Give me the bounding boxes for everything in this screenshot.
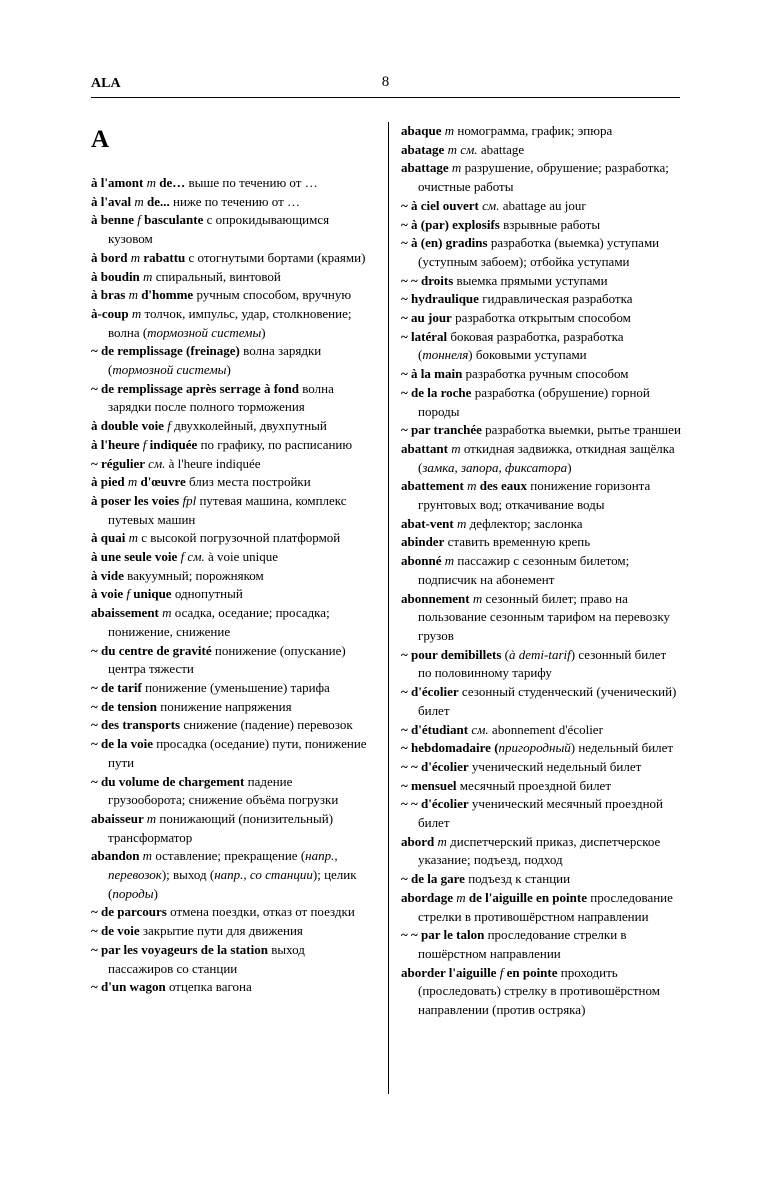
entry-translation: оставление; прекращение ( [152,848,306,864]
entry-label: см. [482,197,500,213]
dictionary-entry [401,515,681,534]
entry-translation: просадка (оседание) пути, понижение пути [108,736,367,770]
dictionary-entry [91,773,369,810]
entry-translation: путевая машина, комплекс путевых машин [108,492,347,527]
dictionary-entry [401,365,681,384]
entry-translation: проследование стрелки в пошёрстном направлении [418,927,627,961]
dictionary-entry [91,492,369,529]
dictionary-entry [401,272,681,291]
entry-headword: indiquée [146,436,198,452]
entry-headword: ~ régulier [91,455,149,471]
entry-translation: с отогнутыми бортами (краями) [185,249,366,265]
entry-translation: волна зарядки после полного торможения [108,380,334,415]
entry-translation: диспетчерский приказ, диспетчерское указание; подъезд, подход [418,833,661,868]
dictionary-entry [91,810,369,847]
entry-headword: ~ d'étudiant [401,721,472,737]
entry-translation: разработка открытым способом [451,310,631,326]
entry-label: fpl [182,492,197,508]
entry-translation: abattage [477,141,525,157]
entry-label: à demi-tarif [509,646,571,662]
entry-translation: ниже по течению от … [169,193,301,209]
entry-headword: ~ latéral [401,328,448,344]
dictionary-entry [401,964,681,1020]
entry-headword: à poser les voies [91,492,183,508]
dictionary-entry [91,716,369,735]
entry-headword: rabattu [140,249,186,265]
entry-label: напр., со станции [214,867,313,883]
entry-label: f [499,964,504,980]
running-head: ALA [91,76,121,91]
dictionary-entry [401,216,681,235]
dictionary-entry [401,590,681,646]
entry-label: m [467,478,477,494]
entry-label: m [131,305,142,321]
entry-headword: abonné [401,553,445,569]
entry-headword: ~ de tarif [91,679,142,695]
dictionary-entry [401,122,681,141]
entry-translation: ) сезонный билет по половинному тарифу [418,646,667,681]
entry-headword: ~ par tranchée [401,422,482,438]
entry-translation: с высокой погрузочной платформой [137,530,341,546]
entry-translation: с опрокидывающимся кузовом [108,212,330,247]
dictionary-entry [401,833,681,870]
entry-headword: à vide [91,567,124,583]
entry-headword: ~ par les voyageurs de la station [91,941,268,957]
dictionary-entry [401,421,681,440]
entry-label: m см. [447,141,478,157]
entry-translation: abonnement d'écolier [488,721,603,737]
entry-translation: однопутный [171,586,243,602]
dictionary-entry [91,473,369,492]
entry-translation: отмена поездки, отказ от поездки [166,904,355,920]
entry-headword: aborder l'aiguille [401,964,500,980]
entry-translation: выше по течению от … [185,175,318,190]
entry-translation: ученический месячный проездной билет [418,796,664,831]
entry-headword: ~ ~ par le talon [401,927,485,943]
entry-translation: подъезд к станции [464,871,571,887]
dictionary-entry [91,529,369,548]
entry-label: тормозной системы [112,362,227,378]
entry-headword: à bord [91,249,131,265]
entry-headword: ~ de parcours [91,904,167,920]
entry-label: f [142,436,147,452]
page-header [91,76,680,98]
dictionary-entry [91,698,369,717]
entry-translation: пассажир с сезонным билетом; подписчик на абонемент [418,553,630,587]
entry-translation: спиральный, винтовой [152,268,281,284]
entry-translation: разработка (выемка) уступами (уступным забоем); отбойка уступами [418,235,660,269]
entry-label: m [162,605,172,621]
entry-translation: понижение (уменьшение) тарифа [141,679,330,695]
entry-label: m [451,160,462,176]
entry-translation: сезонный студенческий (ученический) билет [418,684,677,718]
entry-headword: à l'amont [91,175,147,190]
entry-headword: à l'heure [91,436,143,452]
entry-translation: разрушение, обрушение; разработка; очистные работы [418,160,669,195]
dictionary-entry [401,795,681,832]
dictionary-entry [401,384,681,421]
entry-headword: abord [401,833,438,849]
entry-label: m [134,193,144,209]
dictionary-entry [91,249,369,268]
dictionary-entry [91,679,369,698]
entry-label: породы [112,885,154,901]
entry-headword: ~ de tension [91,698,157,714]
entry-label: напр., перевозок [108,848,338,883]
entry-translation: выход пассажиров со станции [108,941,305,976]
dictionary-entry [401,234,681,271]
entry-headword: ~ à (en) gradins [401,235,488,251]
entry-headword: à benne [91,212,138,228]
entry-translation: близ места постройки [185,474,311,490]
entry-label: m [456,515,467,531]
entry-headword: ~ hydraulique [401,291,479,307]
dictionary-entry [401,141,681,160]
dictionary-entry [91,642,369,679]
entry-translation: вакуумный; порожняком [123,567,264,583]
entry-label: m [128,530,138,546]
entry-headword: abatage [401,141,448,157]
entry-headword: ~ de la roche [401,384,472,400]
entry-translation: ) [567,459,572,475]
entry-headword: à voie [91,586,127,602]
dictionary-entry [401,309,681,328]
entry-headword: ~ hebdomadaire ( [401,740,499,756]
entry-headword: à bras [91,287,129,303]
entry-headword: ~ à la main [401,366,463,382]
page-number: 8 [381,74,390,90]
dictionary-entry [401,777,681,796]
entry-headword: ~ d'écolier [401,684,459,700]
entry-translation: ставить временную крепь [444,534,591,550]
entry-headword: abattement [401,478,468,494]
entry-translation: ( [501,646,510,662]
entry-headword: à une seule voie [91,549,181,565]
entry-headword: ~ de remplissage (freinage) [91,343,240,359]
entry-label: m [146,810,157,826]
dictionary-entry [91,305,369,342]
entry-headword: à pied [91,474,128,490]
entry-translation: выемка прямыми уступами [453,272,608,288]
entry-headword: à quai [91,530,129,546]
dictionary-entry [91,380,369,417]
entry-translation: гидравлическая разработка [478,291,633,307]
entry-headword: ~ de voie [91,923,140,939]
dictionary-entry [401,739,681,758]
dictionary-entry [91,735,369,772]
dictionary-entry [401,926,681,963]
entry-headword: abonnement [401,590,473,606]
entry-translation: проследование стрелки в противошёрстном направлении [418,889,673,924]
dictionary-entry [401,440,681,477]
entry-translation: à voie unique [204,549,279,565]
entry-translation: ); выход ( [161,867,215,883]
dictionary-entry [91,585,369,604]
left-column [91,174,369,997]
entry-translation: по графику, по расписанию [197,436,353,452]
entry-headword: ~ de remplissage après serrage à fond [91,380,299,396]
entry-headword: abandon [91,848,143,864]
entry-translation: откидная задвижка, откидная защёлка ( [418,440,675,475]
entry-headword: ~ mensuel [401,777,457,793]
entry-translation: месячный проездной билет [456,777,612,793]
entry-label: см. [471,721,489,737]
entry-headword: ~ de la voie [91,736,154,752]
dictionary-entry [91,604,369,641]
entry-headword: ~ ~ d'écolier [401,758,469,774]
entry-label: m [444,553,455,569]
dictionary-entry [91,548,369,567]
entry-translation: ); целик ( [108,867,357,901]
dictionary-entry [91,417,369,436]
entry-headword: ~ à (par) explosifs [401,216,500,232]
entry-translation: волна зарядки ( [108,343,322,378]
entry-headword: à-coup [91,305,132,321]
entry-headword: ~ ~ d'écolier [401,796,469,812]
entry-headword: abat-vent [401,515,457,531]
entry-label: m [437,833,447,849]
entry-translation: падение грузооборота; снижение объёма погрузки [108,773,339,808]
entry-translation: отцепка вагона [165,979,252,995]
dictionary-entry [91,436,369,455]
entry-translation: осадка, оседание; просадка; понижение, снижение [108,605,330,639]
entry-translation: номограмма, график; эпюра [454,123,613,138]
entry-translation: толчок, импульс, удар, столкновение; волна ( [108,305,352,340]
entry-headword: en pointe [503,964,558,980]
entry-translation: ) [153,885,158,901]
dictionary-entry [401,290,681,309]
entry-translation: сезонный билет; право на пользование сезонным тарифом на перевозку грузов [418,590,670,643]
dictionary-entry [401,758,681,777]
entry-translation: понижение горизонта грунтовых вод; откачивание воды [418,478,651,513]
entry-translation: снижение (падение) перевозок [180,717,353,733]
entry-headword: à l'aval [91,193,135,209]
dictionary-entry [91,211,369,248]
entry-headword: ~ du centre de gravité [91,642,212,658]
entry-translation: ) боковыми уступами [468,347,587,363]
entry-headword: abordage [401,889,457,905]
entry-headword: abaissement [91,605,163,621]
dictionary-entry [91,903,369,922]
entry-translation: понижение (опускание) центра тяжести [108,642,346,677]
dictionary-entry [91,941,369,978]
entry-headword: de l'aiguille en pointe [465,889,587,905]
dictionary-entry [401,328,681,365]
entry-headword: basculante [140,212,204,228]
entry-headword: ~ du volume de chargement [91,773,245,789]
entry-label: f [137,212,141,228]
dictionary-entry [401,159,681,196]
entry-translation: à l'heure indiquée [165,455,261,471]
column-divider [388,122,389,1094]
entry-headword: à boudin [91,268,144,284]
dictionary-entry [401,870,681,889]
dictionary-entry [91,342,369,379]
dictionary-entry [401,889,681,926]
entry-headword: de… [156,175,186,190]
dictionary-entry [91,286,369,305]
entry-label: тоннеля [422,347,469,363]
entry-label: f [126,586,131,602]
entry-headword: ~ à ciel ouvert [401,197,483,213]
entry-translation: разработка (обрушение) горной породы [418,384,650,419]
entry-label: m [142,848,153,864]
entry-translation: закрытие пути для движения [139,923,303,939]
entry-label: замка, запора, фиксатора [422,459,568,475]
entry-translation: дефлектор; заслонка [466,515,583,531]
entry-headword: abattage [401,160,452,176]
entry-label: пригородный [498,740,571,756]
entry-label: m [444,123,455,138]
entry-translation: ) [226,362,231,378]
dictionary-entry [401,646,681,683]
entry-headword: ~ au jour [401,310,452,326]
entry-headword: unique [130,586,172,602]
entry-headword: abattant [401,440,452,456]
entry-headword: des eaux [476,478,528,494]
entry-translation: понижающий (понизительный) трансформатор [108,810,334,845]
entry-label: f [167,418,171,434]
dictionary-entry [401,477,681,514]
dictionary-entry [401,197,681,216]
dictionary-entry [91,455,369,474]
entry-translation: понижение напряжения [157,698,292,714]
entry-label: см. [148,455,166,471]
entry-headword: ~ des transports [91,717,181,733]
entry-headword: d'œuvre [137,474,186,490]
dictionary-entry [91,174,369,193]
entry-translation: ученический недельный билет [468,758,642,774]
entry-headword: de... [143,193,170,209]
entry-label: m [127,474,138,490]
entry-headword: d'homme [137,287,194,303]
dictionary-entry [401,721,681,740]
entry-headword: abaisseur [91,810,147,826]
entry-headword: ~ de la gare [401,871,465,887]
entry-translation: взрывные работы [499,216,601,232]
entry-label: m [456,889,466,905]
dictionary-entry [91,567,369,586]
entry-translation: ) недельный билет [570,740,674,756]
entry-translation: разработка выемки, рытье траншеи [481,422,681,438]
dictionary-entry [91,978,369,997]
entry-headword: à double voie [91,418,168,434]
entry-label: m [472,590,483,606]
entry-translation: ручным способом, вручную [193,287,352,303]
entry-label: m [451,440,461,456]
entry-translation: боковая разработка, разработка ( [418,328,624,363]
entry-label: тормозной системы [147,324,262,340]
entry-label: m [143,268,153,284]
entry-translation: разработка ручным способом [462,366,629,382]
entry-label: m [146,175,157,190]
entry-label: m [128,287,138,303]
dictionary-entry [401,552,681,589]
entry-translation: проходить (проследовать) стрелку в противошёрстном направлении (против остряка) [418,964,660,1018]
dictionary-entry [91,268,369,287]
entry-headword: abaque [401,123,445,138]
entry-translation: ) [261,324,266,340]
right-column [401,122,681,1020]
entry-headword: ~ d'un wagon [91,979,166,995]
entry-label: m [130,249,141,265]
dictionary-entry [91,847,369,903]
section-letter: A [91,126,110,153]
dictionary-entry [401,533,681,552]
dictionary-entry [401,683,681,720]
entry-label: f см. [180,549,205,565]
entry-translation: abattage au jour [499,197,586,213]
entry-headword: ~ pour demibillets [401,646,502,662]
entry-translation: двухколейный, двухпутный [170,418,327,434]
dictionary-entry [91,922,369,941]
dictionary-entry [91,193,369,212]
entry-headword: ~ ~ droits [401,272,454,288]
entry-headword: abinder [401,534,445,550]
